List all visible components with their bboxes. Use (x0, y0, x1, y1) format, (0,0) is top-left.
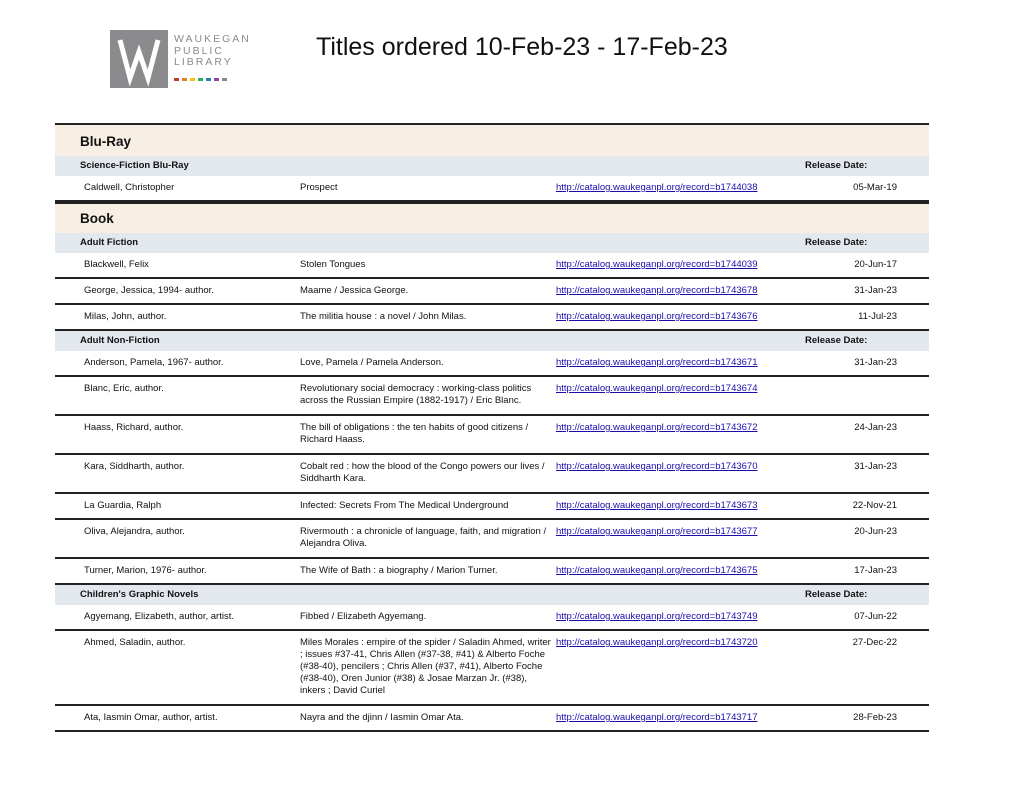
author-cell: Kara, Siddharth, author. (84, 461, 185, 472)
catalog-link[interactable]: http://catalog.waukeganpl.org/record=b1743670 (556, 461, 758, 472)
logo-dot (198, 78, 203, 81)
table-row (55, 416, 929, 455)
catalog-link[interactable]: http://catalog.waukeganpl.org/record=b1743677 (556, 526, 758, 537)
title-cell: Cobalt red : how the blood of the Congo powers our lives / Siddharth Kara. (300, 461, 545, 484)
table-row (55, 279, 929, 305)
catalog-link[interactable]: http://catalog.waukeganpl.org/record=b1743673 (556, 500, 758, 511)
logo-wordmark (174, 34, 251, 69)
logo-dot (214, 78, 219, 81)
logo-dot (222, 78, 227, 81)
table-row (55, 605, 929, 631)
catalog-link[interactable]: http://catalog.waukeganpl.org/record=b1743674 (556, 383, 758, 394)
author-cell: Agyemang, Elizabeth, author, artist. (84, 611, 234, 622)
library-logo (110, 30, 260, 90)
subcategory-header (55, 156, 929, 176)
catalog-link[interactable]: http://catalog.waukeganpl.org/record=b1743717 (556, 712, 758, 723)
subcategory-header (55, 331, 929, 351)
subcategory-name: Children's Graphic Novels (80, 589, 199, 600)
release-date-cell: 17-Jan-23 (854, 565, 897, 576)
release-date-label: Release Date: (805, 335, 868, 346)
table-row (55, 706, 929, 732)
release-date-cell: 11-Jul-23 (858, 311, 897, 322)
catalog-link[interactable]: http://catalog.waukeganpl.org/record=b1744038 (556, 182, 758, 193)
catalog-link[interactable]: http://catalog.waukeganpl.org/record=b1743671 (556, 357, 758, 368)
title-cell: Rivermouth : a chronicle of language, faith, and migration / Alejandra Oliva. (300, 526, 547, 549)
release-date-cell: 31-Jan-23 (854, 285, 897, 296)
logo-dot (182, 78, 187, 81)
catalog-link[interactable]: http://catalog.waukeganpl.org/record=b1743675 (556, 565, 758, 576)
category-header: Book (55, 202, 929, 233)
title-cell: Fibbed / Elizabeth Agyemang. (300, 611, 427, 622)
release-date-label: Release Date: (805, 160, 868, 171)
subcategory-name: Science-Fiction Blu-Ray (80, 160, 189, 171)
catalog-link[interactable]: http://catalog.waukeganpl.org/record=b1743749 (556, 611, 758, 622)
author-cell: La Guardia, Ralph (84, 500, 162, 511)
author-cell: Oliva, Alejandra, author. (84, 526, 185, 537)
release-date-cell: 31-Jan-23 (854, 461, 897, 472)
subcategory-name: Adult Fiction (80, 237, 139, 248)
author-cell: George, Jessica, 1994- author. (84, 285, 214, 296)
release-date-cell: 20-Jun-23 (854, 526, 897, 537)
release-date-cell: 05-Mar-19 (853, 182, 897, 193)
author-cell: Anderson, Pamela, 1967- author. (84, 357, 224, 368)
title-cell: Love, Pamela / Pamela Anderson. (300, 357, 444, 368)
table-row (55, 351, 929, 377)
logo-color-dots (174, 78, 227, 81)
author-cell: Ahmed, Saladin, author. (84, 637, 186, 648)
table-row (55, 559, 929, 585)
table-row (55, 520, 929, 559)
logo-dot (206, 78, 211, 81)
release-date-label: Release Date: (805, 589, 868, 600)
logo-line-1: WAUKEGAN (174, 33, 251, 45)
table-row (55, 494, 929, 520)
release-date-cell: 28-Feb-23 (853, 712, 897, 723)
catalog-link[interactable]: http://catalog.waukeganpl.org/record=b1743672 (556, 422, 758, 433)
table-row (55, 631, 929, 706)
author-cell: Ata, Iasmin Omar, author, artist. (84, 712, 218, 723)
author-cell: Blackwell, Felix (84, 259, 149, 270)
title-cell: Revolutionary social democracy : working-class politics across the Russian Empire (1882-1917) / Eric Blanc. (300, 383, 532, 406)
catalog-link[interactable]: http://catalog.waukeganpl.org/record=b1744039 (556, 259, 758, 270)
logo-line-2: PUBLIC (174, 44, 224, 57)
title-cell: Maame / Jessica George. (300, 285, 409, 296)
title-cell: The bill of obligations : the ten habits of good citizens / Richard Haass. (300, 422, 529, 445)
title-cell: Nayra and the djinn / Iasmin Omar Ata. (300, 712, 464, 723)
table-row (55, 305, 929, 331)
release-date-cell: 27-Dec-22 (852, 637, 897, 648)
author-cell: Haass, Richard, author. (84, 422, 184, 433)
author-cell: Turner, Marion, 1976- author. (84, 565, 207, 576)
page-title: Titles ordered 10-Feb-23 - 17-Feb-23 (316, 33, 728, 61)
release-date-cell: 31-Jan-23 (854, 357, 897, 368)
table-row (55, 455, 929, 494)
title-cell: Infected: Secrets From The Medical Underground (300, 500, 509, 511)
title-cell: Prospect (300, 182, 338, 193)
title-cell: The militia house : a novel / John Milas. (300, 311, 467, 322)
author-cell: Milas, John, author. (84, 311, 167, 322)
release-date-cell: 22-Nov-21 (852, 500, 897, 511)
release-date-cell: 24-Jan-23 (854, 422, 897, 433)
logo-w-mark (110, 30, 168, 88)
table-row (55, 176, 929, 202)
title-cell: Stolen Tongues (300, 259, 366, 270)
catalog-link[interactable]: http://catalog.waukeganpl.org/record=b1743720 (556, 637, 758, 648)
author-cell: Blanc, Eric, author. (84, 383, 164, 394)
subcategory-header (55, 585, 929, 605)
release-date-label: Release Date: (805, 237, 868, 248)
release-date-cell: 07-Jun-22 (854, 611, 897, 622)
catalog-link[interactable]: http://catalog.waukeganpl.org/record=b1743676 (556, 311, 758, 322)
release-date-cell: 20-Jun-17 (854, 259, 897, 270)
logo-line-3: LIBRARY (174, 56, 233, 68)
catalog-link[interactable]: http://catalog.waukeganpl.org/record=b1743678 (556, 285, 758, 296)
table-row (55, 253, 929, 279)
logo-dot (190, 78, 195, 81)
title-cell: Miles Morales : empire of the spider / Saladin Ahmed, writer ; issues #37-41, Chris Allen (#37-38, #41) & Alberto Foche (#38-40), pencilers ; Chris Allen (#37, #41), Alberto Foche (#38-40), Oren Junior (#38) & Josae Marzan Jr. (#38), inkers ; David Curiel (300, 637, 551, 696)
category-header: Blu-Ray (55, 123, 929, 156)
author-cell: Caldwell, Christopher (84, 182, 175, 193)
title-cell: The Wife of Bath : a biography / Marion Turner. (300, 565, 498, 576)
subcategory-header (55, 233, 929, 253)
subcategory-name: Adult Non-Fiction (80, 335, 160, 346)
logo-dot (174, 78, 179, 81)
table-row (55, 377, 929, 416)
titles-report (55, 123, 929, 732)
